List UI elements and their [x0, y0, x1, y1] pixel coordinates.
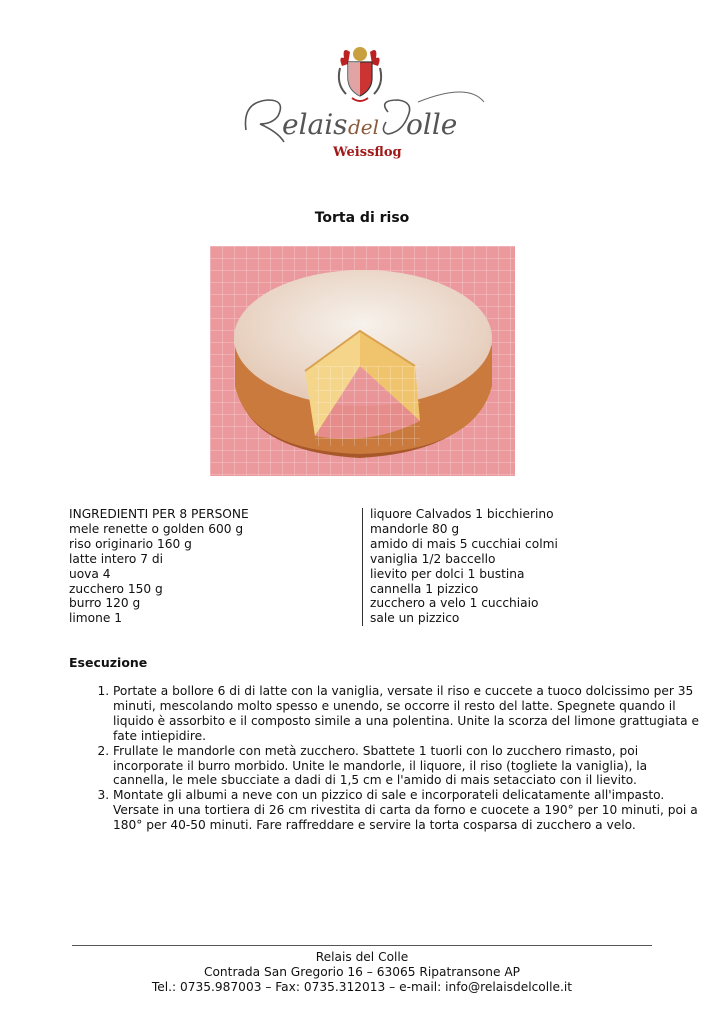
footer-divider	[72, 945, 652, 946]
list-item: liquore Calvados 1 bicchierino	[370, 507, 554, 521]
column-divider	[362, 508, 363, 626]
list-item: sale un pizzico	[370, 611, 460, 626]
list-item: cannella 1 pizzico	[370, 581, 479, 596]
list-item: mele renette o golden 600 g	[69, 521, 244, 536]
step-item: 3. Montate gli albumi a neve con un pizzico di sale e incorporateli delicatamente all'impasto. Versate in una tortiera di 26 cm rivestita di carta da forno e cuocete a 190° per 10 minuti, poi a 180° per 40-50 minuti. Fare raffreddare e servire la torta cosparsa di zucchero a velo.	[113, 788, 703, 833]
footer-contacts: Tel.: 0735.987003 – Fax: 0735.312013 – e-mail: info@relaisdelcolle.it	[151, 980, 573, 994]
list-item: mandorle 80 g	[370, 521, 460, 536]
section-title: Esecuzione	[69, 655, 148, 670]
svg-text:olle: olle	[406, 108, 458, 141]
list-item: uova 4	[69, 566, 111, 581]
footer-name: Relais del Colle	[315, 950, 409, 964]
list-item: amido di mais 5 cucchiai colmi	[370, 536, 558, 551]
ingredients-right	[370, 507, 558, 626]
rice-cake-photo	[210, 246, 515, 476]
step-item: 2. Frullate le mandorle con metà zucchero. Sbattete 1 tuorli con lo zucchero rimasto, poi incorporate il burro morbido. Unite le mandorle, il liquore, il riso (togliete la vaniglia), la cannella, le mele sbucciate a dadi di 1,5 cm e l'amido di mais setacciato con il lievito.	[113, 744, 703, 789]
step-item: 1. Portate a bollore 6 di di latte con la vaniglia, versate il riso e cuccete a tuoco dolcissimo per 35 minuti, mescolando molto spesso e unendo, se occorre il resto del latte. Spegnete quando il liquido è assorbito e il composto simile a una polentina. Unite la scorza del limone grattugiata e fate intiepidire.	[113, 684, 703, 744]
page-title: Torta di riso	[314, 210, 410, 226]
footer	[0, 950, 724, 995]
svg-text:elais: elais	[282, 108, 348, 141]
svg-text:Weissflog: Weissflog	[333, 145, 402, 160]
list-item: vaniglia 1/2 baccello	[370, 551, 496, 566]
relais-logo	[238, 42, 488, 162]
list-item: riso originario 160 g	[69, 536, 192, 551]
steps-list	[69, 684, 703, 833]
rice-cake-icon	[210, 246, 515, 476]
svg-text:del: del	[348, 115, 380, 139]
list-item: zucchero 150 g	[69, 581, 163, 596]
list-item: zucchero a velo 1 cucchiaio	[370, 596, 539, 611]
list-item: lievito per dolci 1 bustina	[370, 566, 525, 581]
footer-address: Contrada San Gregorio 16 – 63065 Ripatransone AP	[203, 965, 521, 979]
list-item: burro 120 g	[69, 596, 141, 611]
ingredients-left	[69, 507, 249, 626]
list-item: limone 1	[69, 611, 122, 626]
list-item: INGREDIENTI PER 8 PERSONE	[69, 507, 249, 521]
list-item: latte intero 7 di	[69, 551, 163, 566]
crest-icon	[238, 42, 488, 162]
